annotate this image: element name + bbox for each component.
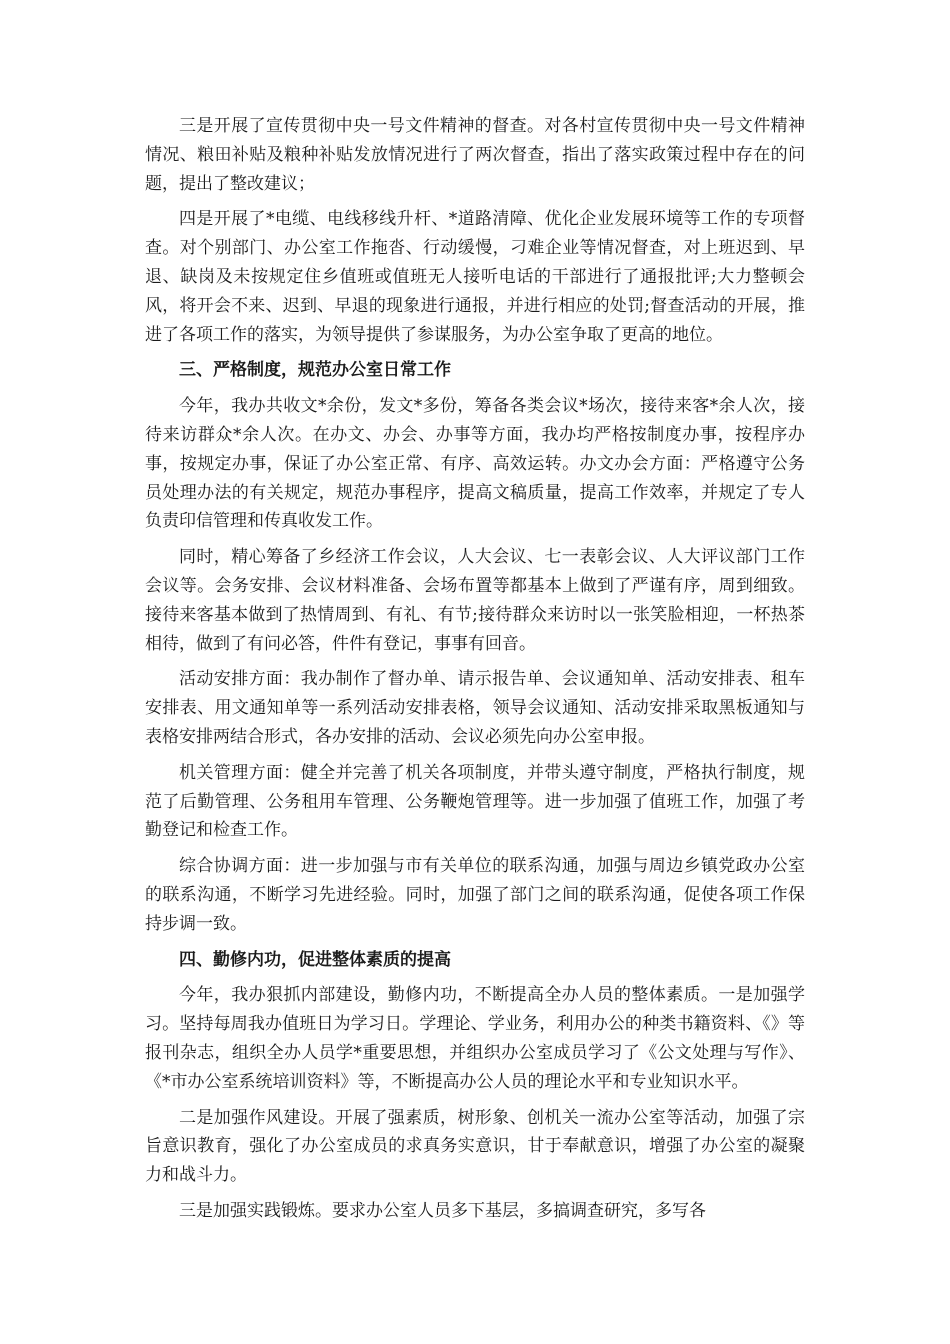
paragraph-document-handling: 今年，我办共收文*余份，发文*多份，筹备各类会议*场次，接待来客*余人次，接待来访群众*余人次。在办文、办会、办事等方面，我办均严格按制度办事，按程序办事，按规定办事，保证了办公室正常、有序、高效运转。办文办会方面：严格遵守公务员处理办法的有关规定，规范办事程序，提高文稿质量，提高工作效率，并规定了专人负责印信管理和传真收发工作。	[145, 396, 805, 532]
paragraph-meetings: 同时，精心筹备了乡经济工作会议，人大会议、七一表彰会议、人大评议部门工作会议等。会务安排、会议材料准备、会场布置等都基本上做到了严谨有序，周到细致。接待来客基本做到了热情周到、有礼、有节;接待群众来访时以一张笑脸相迎，一杯热茶相待，做到了有问必答，件件有登记，事事有回音。	[145, 547, 805, 654]
paragraph-work-style: 二是加强作风建设。开展了强素质，树形象、创机关一流办公室等活动，加强了宗旨意识教育，强化了办公室成员的求真务实意识，甘于奉献意识，增强了办公室的凝聚力和战斗力。	[145, 1107, 805, 1186]
paragraph-learning: 今年，我办狠抓内部建设，勤修内功，不断提高全办人员的整体素质。一是加强学习。坚持每周我办值班日为学习日。学理论、学业务，利用办公的种类书籍资料、《》等报刊杂志，组织全办人员学*重要思想，并组织办公室成员学习了《公文处理与写作》、《*市办公室系统培训资料》等，不断提高办公人员的理论水平和专业知识水平。	[145, 985, 805, 1092]
paragraph-supervision-document-one: 三是开展了宣传贯彻中央一号文件精神的督查。对各村宣传贯彻中央一号文件精神情况、粮田补贴及粮种补贴发放情况进行了两次督查，指出了落实政策过程中存在的问题，提出了整改建议；	[145, 116, 805, 194]
section-heading-three: 三、严格制度，规范办公室日常工作	[179, 360, 451, 381]
section-heading-four: 四、勤修内功，促进整体素质的提高	[179, 949, 451, 970]
document-page	[145, 112, 805, 1233]
paragraph-coordination: 综合协调方面：进一步加强与市有关单位的联系沟通，加强与周边乡镇党政办公室的联系沟通，不断学习先进经验。同时，加强了部门之间的联系沟通，促使各项工作保持步调一致。	[145, 856, 805, 934]
paragraph-supervision-special: 四是开展了*电缆、电线移线升杆、*道路清障、优化企业发展环境等工作的专项督查。对个别部门、办公室工作拖沓、行动缓慢，刁难企业等情况督查，对上班迟到、早退、缺岗及未按规定住乡值班或值班无人接听电话的干部进行了通报批评;大力整顿会风，将开会不来、迟到、早退的现象进行通报，并进行相应的处罚;督查活动的开展，推进了各项工作的落实，为领导提供了参谋服务，为办公室争取了更高的地位。	[145, 209, 805, 345]
paragraph-activity-arrangement: 活动安排方面：我办制作了督办单、请示报告单、会议通知单、活动安排表、租车安排表、用文通知单等一系列活动安排表格，领导会议通知、活动安排采取黑板通知与表格安排两结合形式，各办安排的活动、会议必须先向办公室申报。	[145, 669, 805, 747]
paragraph-office-management: 机关管理方面：健全并完善了机关各项制度，并带头遵守制度，严格执行制度，规范了后勤管理、公务租用车管理、公务鞭炮管理等。进一步加强了值班工作，加强了考勤登记和检查工作。	[145, 762, 805, 841]
paragraph-practice: 三是加强实践锻炼。要求办公室人员多下基层，多搞调查研究，多写各	[179, 1200, 706, 1221]
